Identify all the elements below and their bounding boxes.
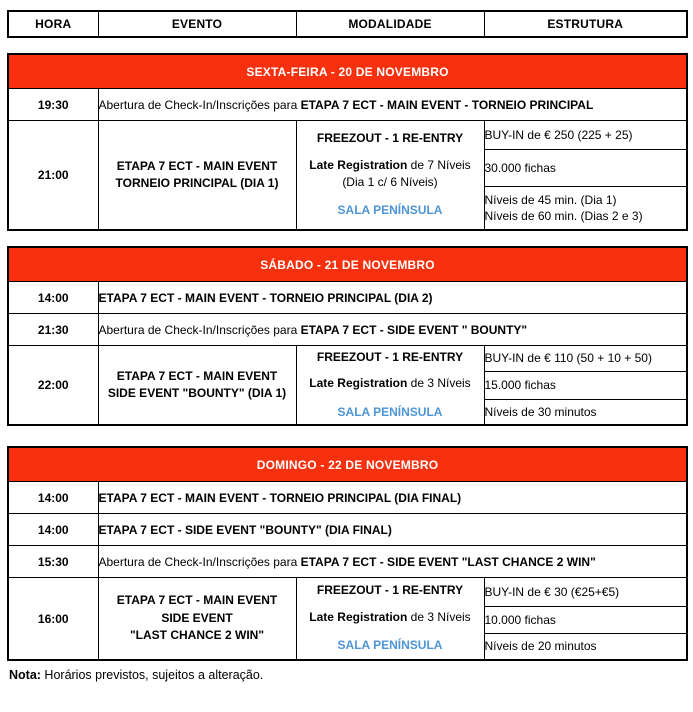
event-cell xyxy=(98,346,296,426)
tournament-row xyxy=(8,346,687,372)
checkin-row xyxy=(8,89,687,121)
late-registration: Late Registration de 3 Níveis xyxy=(309,609,471,624)
event-cell xyxy=(98,546,687,578)
time-cell: 21:00 xyxy=(8,121,98,231)
checkin-prefix: Abertura de Check-In/Inscrições para xyxy=(98,97,301,112)
day-banner-saturday: SÁBADO - 21 DE NOVEMBRO xyxy=(8,247,687,282)
checkin-event-name: ETAPA 7 ECT - SIDE EVENT " BOUNTY" xyxy=(300,322,528,337)
modality-cell xyxy=(296,346,484,426)
event-line: ETAPA 7 ECT - MAIN EVENT xyxy=(116,158,278,173)
section-saturday-table xyxy=(7,246,688,426)
day-banner-row xyxy=(8,54,687,89)
late-registration: Late Registration de 7 Níveis xyxy=(309,157,471,172)
day-banner-sunday: DOMINGO - 22 DE NOVEMBRO xyxy=(8,447,687,482)
event-name: ETAPA 7 ECT - SIDE EVENT "BOUNTY" (DIA FINAL) xyxy=(98,522,392,537)
footer-note-label: Nota: xyxy=(9,668,41,682)
event-line: ETAPA 7 ECT - MAIN EVENT xyxy=(116,593,278,608)
footer-note xyxy=(7,668,686,682)
levels-line: Níveis de 60 min. (Dias 2 e 3) xyxy=(484,209,643,223)
tournament-row xyxy=(8,121,687,150)
time-cell: 22:00 xyxy=(8,346,98,426)
event-line: SIDE EVENT xyxy=(161,610,233,625)
structure-buyin-cell: BUY-IN de € 30 (€25+€5) xyxy=(484,578,687,607)
modality-cell xyxy=(296,578,484,661)
event-line: "LAST CHANCE 2 WIN" xyxy=(129,628,265,643)
structure-levels-cell: Níveis de 30 minutos xyxy=(484,400,687,426)
event-name: ETAPA 7 ECT - MAIN EVENT - TORNEIO PRINCIPAL (DIA 2) xyxy=(98,290,433,305)
time-cell: 16:00 xyxy=(8,578,98,661)
event-row xyxy=(8,282,687,314)
event-cell xyxy=(98,89,687,121)
room-label: SALA PENÍNSULA xyxy=(337,404,443,419)
time-cell: 14:00 xyxy=(8,482,98,514)
event-row xyxy=(8,514,687,546)
room-label: SALA PENÍNSULA xyxy=(337,203,443,218)
structure-levels-cell: Níveis de 20 minutos xyxy=(484,634,687,661)
time-cell: 21:30 xyxy=(8,314,98,346)
event-cell xyxy=(98,314,687,346)
structure-buyin-cell: BUY-IN de € 250 (225 + 25) xyxy=(484,121,687,150)
checkin-row xyxy=(8,314,687,346)
event-line: ETAPA 7 ECT - MAIN EVENT xyxy=(116,368,278,383)
event-row xyxy=(8,482,687,514)
section-friday-table xyxy=(7,53,688,231)
footer-note-text: Horários previstos, sujeitos a alteração. xyxy=(40,668,264,682)
event-cell xyxy=(98,121,296,231)
format-label: FREEZOUT - 1 RE-ENTRY xyxy=(316,131,464,146)
event-cell xyxy=(98,514,687,546)
checkin-prefix: Abertura de Check-In/Inscrições para xyxy=(98,322,301,337)
section-sunday-table xyxy=(7,446,688,661)
event-cell xyxy=(98,282,687,314)
room-label: SALA PENÍNSULA xyxy=(337,638,443,653)
time-cell: 14:00 xyxy=(8,282,98,314)
event-name: ETAPA 7 ECT - MAIN EVENT - TORNEIO PRINCIPAL (DIA FINAL) xyxy=(98,490,462,505)
day-banner-row xyxy=(8,247,687,282)
time-cell: 19:30 xyxy=(8,89,98,121)
format-label: FREEZOUT - 1 RE-ENTRY xyxy=(316,349,464,364)
tournament-row xyxy=(8,578,687,607)
structure-chips-cell: 15.000 fichas xyxy=(484,372,687,400)
levels-line: Níveis de 45 min. (Dia 1) xyxy=(484,192,617,207)
event-line: SIDE EVENT "BOUNTY" (DIA 1) xyxy=(107,386,287,400)
checkin-event-name: ETAPA 7 ECT - MAIN EVENT - TORNEIO PRINCIPAL xyxy=(300,97,594,112)
structure-chips-cell: 10.000 fichas xyxy=(484,607,687,634)
structure-levels-cell xyxy=(484,187,687,231)
event-cell xyxy=(98,482,687,514)
modality-cell xyxy=(296,121,484,231)
time-cell: 15:30 xyxy=(8,546,98,578)
late-registration: Late Registration de 3 Níveis xyxy=(309,376,471,391)
checkin-prefix: Abertura de Check-In/Inscrições para xyxy=(98,554,301,569)
day-banner-friday: SEXTA-FEIRA - 20 DE NOVEMBRO xyxy=(8,54,687,89)
event-cell xyxy=(98,578,296,661)
checkin-event-name: ETAPA 7 ECT - SIDE EVENT "LAST CHANCE 2 WIN" xyxy=(300,554,596,569)
structure-chips-cell: 30.000 fichas xyxy=(484,150,687,187)
structure-buyin-cell: BUY-IN de € 110 (50 + 10 + 50) xyxy=(484,346,687,372)
checkin-row xyxy=(8,546,687,578)
event-line: TORNEIO PRINCIPAL (DIA 1) xyxy=(115,176,279,190)
format-label: FREEZOUT - 1 RE-ENTRY xyxy=(316,583,464,598)
column-header-evento: EVENTO xyxy=(98,11,296,37)
column-header-hora: HORA xyxy=(8,11,98,37)
column-header-table xyxy=(7,10,688,38)
column-header-row xyxy=(8,11,687,37)
column-header-estrutura: ESTRUTURA xyxy=(484,11,687,37)
day-banner-row xyxy=(8,447,687,482)
column-header-modalidade: MODALIDADE xyxy=(296,11,484,37)
late-registration-note: (Dia 1 c/ 6 Níveis) xyxy=(342,174,438,189)
time-cell: 14:00 xyxy=(8,514,98,546)
